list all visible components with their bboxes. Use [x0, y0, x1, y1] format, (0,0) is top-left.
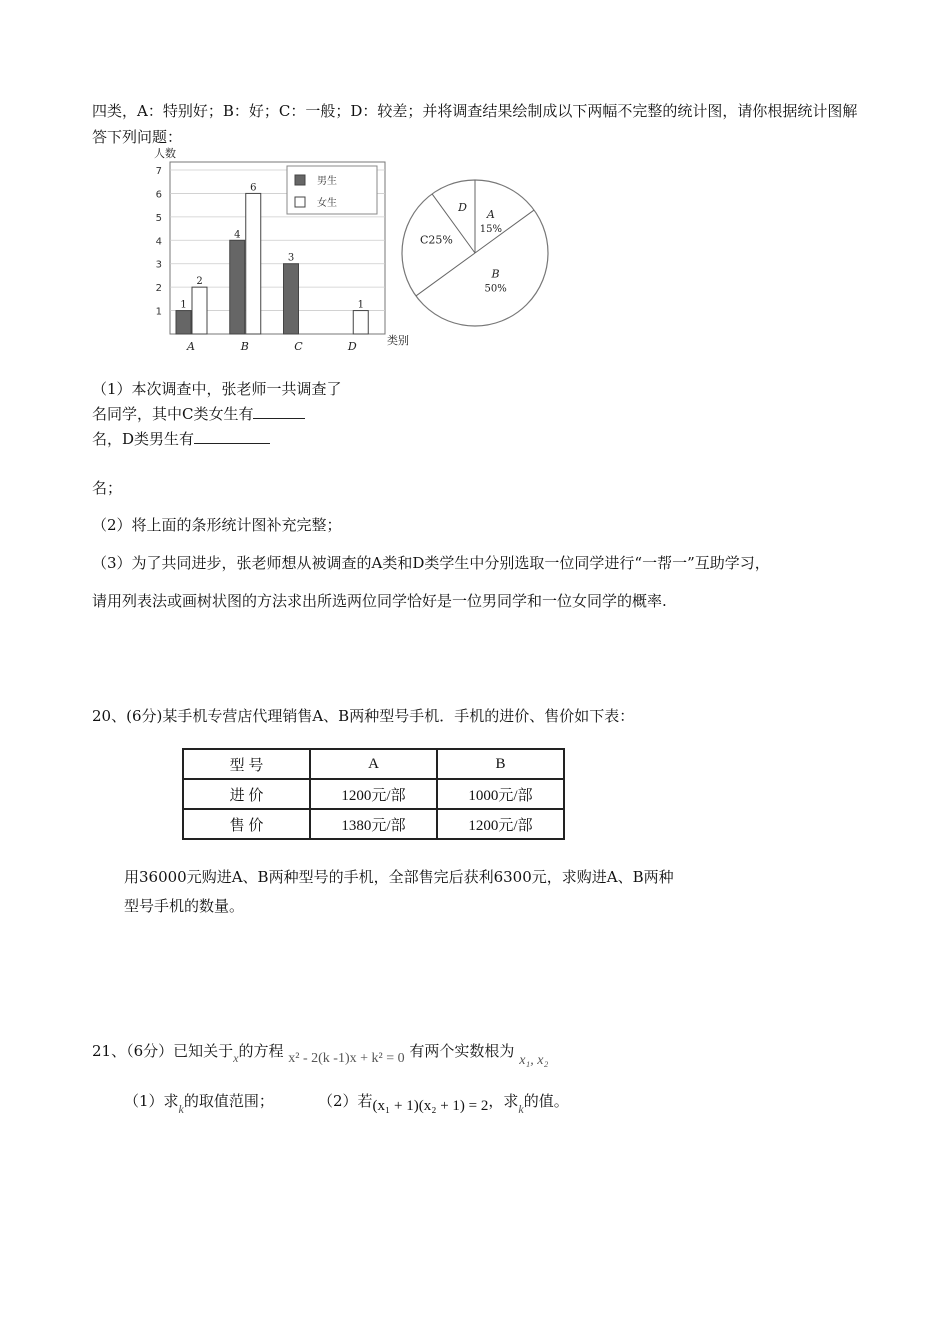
- bar-data-label: 2: [196, 276, 203, 288]
- table-cell: 1200元/部: [437, 809, 564, 839]
- y-tick-label: 6: [155, 189, 162, 201]
- p21-sub2-prefix: （2）若: [318, 1092, 373, 1110]
- bar-male: [176, 311, 191, 334]
- bar-male: [230, 240, 245, 334]
- pie-slice-label: C25%: [419, 233, 453, 247]
- table-cell: 进 价: [183, 779, 310, 809]
- legend-swatch: [295, 197, 305, 207]
- p21-sub1-suffix: 的取值范围；: [183, 1092, 274, 1110]
- y-axis-label: 人数: [154, 147, 176, 160]
- p21-sub1-prefix: （1）求: [124, 1092, 179, 1110]
- table-cell: 1380元/部: [310, 809, 437, 839]
- bar-data-label: 6: [250, 182, 257, 194]
- y-tick-label: 4: [155, 236, 162, 248]
- q1-line-4: 名；: [92, 479, 123, 497]
- table-row: [183, 809, 564, 839]
- q1-line-3-text: 名，D类男生有: [92, 430, 195, 448]
- y-tick-label: 1: [155, 306, 162, 318]
- var-x: x: [233, 1051, 239, 1065]
- bar-data-label: 1: [180, 299, 187, 311]
- table-row: [183, 779, 564, 809]
- pie-chart: [395, 170, 555, 335]
- legend-swatch: [295, 175, 305, 185]
- var-k: k: [178, 1102, 184, 1116]
- price-table: [182, 748, 565, 840]
- legend-label: 女生: [317, 198, 337, 209]
- table-header-cell: A: [310, 749, 437, 779]
- pie-slice-percent: 15%: [479, 223, 503, 235]
- q3-line-1: （3）为了共同进步，张老师想从被调查的A类和D类学生中分别选取一位同学进行“一帮一”互助学习，: [92, 554, 770, 572]
- q1-line-2: [92, 403, 305, 424]
- p21-sub2-suffix: 的值。: [523, 1092, 569, 1110]
- bar-female: [353, 311, 368, 334]
- x-tick-label: C: [294, 340, 303, 353]
- pie-slice-label: B: [491, 267, 500, 281]
- p21-prefix: 21、（6分）已知关于: [92, 1042, 234, 1060]
- p21-sub-1: [124, 1090, 274, 1117]
- q1-line-2-text: 名同学，其中C类女生有: [92, 405, 254, 423]
- bar-male: [284, 264, 299, 334]
- var-k-2: k: [518, 1102, 524, 1116]
- equation: x² - 2(k -1)x + k² = 0: [288, 1051, 405, 1066]
- bar-chart: [140, 142, 410, 357]
- pie-slice-label: A: [486, 207, 495, 221]
- table-header-cell: 型 号: [183, 749, 310, 779]
- intro-line-1: 四类，A：特别好；B：好；C：一般；D：较差；并将调查结果绘制成以下两幅不完整的统计图，请你根据统计图解: [92, 102, 858, 120]
- p21-sub-2: [318, 1090, 569, 1117]
- bar-data-label: 4: [234, 229, 241, 241]
- x-tick-label: D: [347, 340, 357, 353]
- q2-line: （2）将上面的条形统计图补充完整；: [92, 516, 342, 534]
- intro-line-2: 答下列问题：: [92, 128, 183, 146]
- bar-female: [192, 287, 207, 334]
- q1-line-3: [92, 428, 270, 449]
- pie-slice-percent: 50%: [484, 283, 507, 295]
- bar-data-label: 3: [287, 252, 295, 264]
- p20-header: 20、(6分)某手机专营店代理销售A、B两种型号手机．手机的进价、售价如下表：: [92, 707, 635, 725]
- p21-sub2-mid: ，求: [488, 1092, 519, 1110]
- legend-label: 男生: [317, 176, 337, 187]
- p21-suffix: 有两个实数根为: [409, 1042, 515, 1060]
- table-cell: 售 价: [183, 809, 310, 839]
- q3-line-2: 请用列表法或画树状图的方法求出所选两位同学恰好是一位男同学和一位女同学的概率.: [92, 592, 667, 610]
- bar-female: [246, 193, 261, 334]
- p21-mid: 的方程: [238, 1042, 284, 1060]
- table-cell: 1200元/部: [310, 779, 437, 809]
- p21-stem: [92, 1040, 548, 1069]
- sub2-expression: (x₁ + 1)(x₂ + 1) = 2: [372, 1098, 489, 1114]
- table-header-row: [183, 749, 564, 779]
- x-tick-label: A: [187, 340, 195, 353]
- y-tick-label: 7: [155, 166, 162, 177]
- table-cell: 1000元/部: [437, 779, 564, 809]
- y-tick-label: 3: [155, 259, 162, 271]
- roots: x₁, x₂: [519, 1053, 549, 1068]
- pie-slice-label: D: [458, 200, 468, 214]
- answer-blank-d-boys[interactable]: [194, 429, 270, 444]
- bar-data-label: 1: [357, 299, 364, 311]
- p20-body-1: 用36000元购进A、B两种型号的手机，全部售完后获利6300元，求购进A、B两种: [124, 868, 674, 886]
- y-tick-label: 2: [155, 283, 162, 295]
- p20-body-2: 型号手机的数量。: [124, 897, 245, 915]
- x-tick-label: B: [240, 340, 249, 353]
- answer-blank-c-girls[interactable]: [253, 404, 305, 419]
- q1-line-1: （1）本次调查中，张老师一共调查了: [92, 380, 342, 398]
- x-axis-label: 类别: [387, 334, 409, 347]
- y-tick-label: 5: [155, 212, 162, 224]
- table-header-cell: B: [437, 749, 564, 779]
